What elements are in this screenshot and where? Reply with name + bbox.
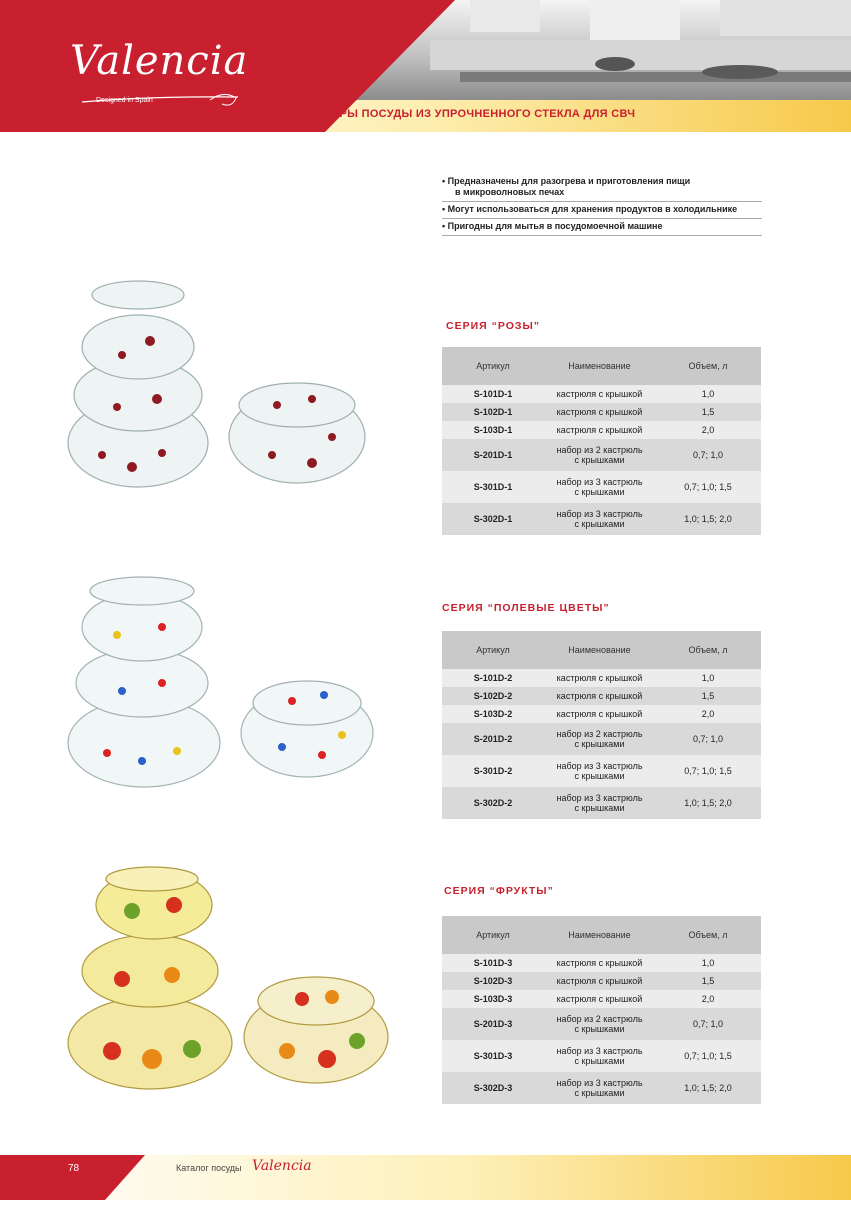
- feature-text: • Пригодны для мытья в посудомоечной машине: [442, 221, 663, 231]
- table-row: [442, 972, 761, 990]
- spec-table: [442, 347, 761, 535]
- table-row: [442, 787, 761, 819]
- product-name: кастрюля с крышкой: [544, 990, 655, 1008]
- product-volume: 2,0: [655, 421, 761, 439]
- product-name: набор из 3 кастрюль с крышками: [544, 1072, 655, 1104]
- feature-item: [442, 174, 762, 202]
- product-code: S-302D-1: [442, 503, 544, 535]
- product-volume: 2,0: [655, 705, 761, 723]
- table-row: [442, 990, 761, 1008]
- table-row: [442, 954, 761, 972]
- column-header-code: Артикул: [442, 347, 544, 385]
- product-name: кастрюля с крышкой: [544, 687, 655, 705]
- column-header-volume: Объем, л: [655, 631, 761, 669]
- page-footer: [0, 1155, 851, 1200]
- table-row: [442, 755, 761, 787]
- product-volume: 1,5: [655, 403, 761, 421]
- product-code: S-102D-3: [442, 972, 544, 990]
- product-code: S-301D-2: [442, 755, 544, 787]
- feature-item: [442, 219, 762, 236]
- product-code: S-201D-2: [442, 723, 544, 755]
- product-name: кастрюля с крышкой: [544, 403, 655, 421]
- feature-text: • Предназначены для разогрева и приготовления пищи: [442, 176, 691, 186]
- product-volume: 0,7; 1,0; 1,5: [655, 755, 761, 787]
- column-header-name: Наименование: [544, 631, 655, 669]
- footer-logo: Valencia: [252, 1158, 312, 1174]
- column-header-name: Наименование: [544, 916, 655, 954]
- product-volume: 1,0; 1,5; 2,0: [655, 1072, 761, 1104]
- table-row: [442, 1072, 761, 1104]
- page-title: НАБОРЫ ПОСУДЫ ИЗ УПРОЧНЕННОГО СТЕКЛА ДЛЯ СВЧ: [306, 108, 636, 120]
- product-name: кастрюля с крышкой: [544, 669, 655, 687]
- brand-tagline: Designed in Spain: [96, 97, 153, 104]
- brand-logo: Valencia: [70, 38, 249, 84]
- product-volume: 1,0: [655, 669, 761, 687]
- table-row: [442, 1040, 761, 1072]
- product-volume: 1,5: [655, 972, 761, 990]
- product-name: набор из 3 кастрюль с крышками: [544, 755, 655, 787]
- product-name: набор из 2 кастрюль с крышками: [544, 439, 655, 471]
- column-header-volume: Объем, л: [655, 347, 761, 385]
- table-row: [442, 471, 761, 503]
- table-row: [442, 723, 761, 755]
- column-header-name: Наименование: [544, 347, 655, 385]
- product-code: S-201D-3: [442, 1008, 544, 1040]
- page-number: 78: [68, 1163, 80, 1174]
- product-volume: 1,0: [655, 954, 761, 972]
- feature-text-continued: в микроволновых печах: [455, 187, 565, 197]
- product-name: кастрюля с крышкой: [544, 385, 655, 403]
- spec-table: [442, 631, 761, 819]
- footer-background: [0, 1155, 851, 1200]
- product-code: S-201D-1: [442, 439, 544, 471]
- series-title: СЕРИЯ “РОЗЫ”: [446, 320, 540, 332]
- product-name: набор из 3 кастрюль с крышками: [544, 787, 655, 819]
- product-code: S-102D-2: [442, 687, 544, 705]
- product-code: S-103D-3: [442, 990, 544, 1008]
- table-row: [442, 403, 761, 421]
- series-title: СЕРИЯ “ФРУКТЫ”: [444, 885, 554, 897]
- product-image-fruits: [62, 855, 422, 1095]
- table-row: [442, 385, 761, 403]
- product-code: S-301D-1: [442, 471, 544, 503]
- product-name: кастрюля с крышкой: [544, 421, 655, 439]
- product-code: S-302D-3: [442, 1072, 544, 1104]
- footer-label: Каталог посуды: [176, 1163, 242, 1173]
- product-volume: 0,7; 1,0: [655, 1008, 761, 1040]
- table-row: [442, 687, 761, 705]
- product-name: набор из 3 кастрюль с крышками: [544, 503, 655, 535]
- product-volume: 0,7; 1,0; 1,5: [655, 1040, 761, 1072]
- product-name: набор из 3 кастрюль с крышками: [544, 471, 655, 503]
- product-image-roses: [62, 275, 422, 500]
- product-name: набор из 3 кастрюль с крышками: [544, 1040, 655, 1072]
- product-volume: 0,7; 1,0: [655, 723, 761, 755]
- product-name: набор из 2 кастрюль с крышками: [544, 1008, 655, 1040]
- product-code: S-301D-3: [442, 1040, 544, 1072]
- table-row: [442, 421, 761, 439]
- product-name: набор из 2 кастрюль с крышками: [544, 723, 655, 755]
- table-row: [442, 705, 761, 723]
- product-volume: 1,0; 1,5; 2,0: [655, 503, 761, 535]
- product-volume: 2,0: [655, 990, 761, 1008]
- column-header-code: Артикул: [442, 916, 544, 954]
- product-name: кастрюля с крышкой: [544, 972, 655, 990]
- product-code: S-102D-1: [442, 403, 544, 421]
- table-row: [442, 503, 761, 535]
- column-header-volume: Объем, л: [655, 916, 761, 954]
- series-title: СЕРИЯ “ПОЛЕВЫЕ ЦВЕТЫ”: [442, 602, 610, 614]
- product-volume: 0,7; 1,0: [655, 439, 761, 471]
- product-name: кастрюля с крышкой: [544, 954, 655, 972]
- product-volume: 1,5: [655, 687, 761, 705]
- table-row: [442, 669, 761, 687]
- feature-text: • Могут использоваться для хранения продуктов в холодильнике: [442, 204, 738, 214]
- product-volume: 1,0: [655, 385, 761, 403]
- product-code: S-302D-2: [442, 787, 544, 819]
- product-code: S-101D-1: [442, 385, 544, 403]
- product-volume: 0,7; 1,0; 1,5: [655, 471, 761, 503]
- product-code: S-101D-2: [442, 669, 544, 687]
- spec-table: [442, 916, 761, 1104]
- product-code: S-101D-3: [442, 954, 544, 972]
- product-code: S-103D-2: [442, 705, 544, 723]
- product-name: кастрюля с крышкой: [544, 705, 655, 723]
- product-code: S-103D-1: [442, 421, 544, 439]
- product-image-wildflowers: [62, 565, 422, 795]
- column-header-code: Артикул: [442, 631, 544, 669]
- table-row: [442, 1008, 761, 1040]
- product-volume: 1,0; 1,5; 2,0: [655, 787, 761, 819]
- feature-list: [442, 174, 762, 236]
- feature-item: [442, 202, 762, 219]
- table-row: [442, 439, 761, 471]
